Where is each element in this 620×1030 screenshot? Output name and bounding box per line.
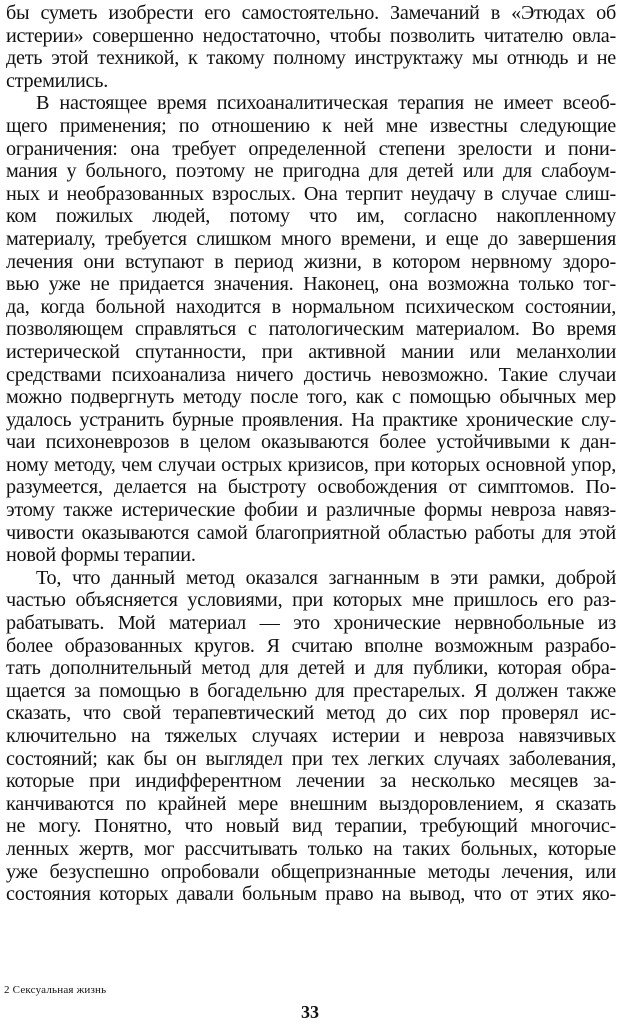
text-line: уже безуспешно опробовали общепризнанные методы лечения, или [6, 860, 616, 883]
footer-signature: 2 Сексуальная жизнь [4, 984, 107, 996]
text-line: удалось устранить бурные проявления. На практике хронические слу- [6, 408, 616, 431]
text-line: которые при индифферентном лечении за несколько месяцев за- [6, 770, 616, 793]
paragraph-start-line: То, что данный метод оказался загнанным в эти рамки, доброй [36, 566, 616, 589]
text-line: не могу. Понятно, что новый вид терапии, требующий многочис- [6, 815, 616, 838]
text-line: разумеется, делается на быстроту освобождения от симптомов. По- [6, 476, 616, 499]
text-line: материалу, требуется слишком много времени, и еще до завершения [6, 227, 616, 250]
text-line: чивости оказываются самой благоприятной областью работы для этой [6, 521, 616, 544]
text-line: частью объясняется условиями, при которых мне пришлось его раз- [6, 589, 616, 612]
text-line: стремились. [6, 69, 109, 92]
text-line: состояния которых давали больным право на вывод, что от этих яко- [6, 883, 616, 906]
text-line: истерии» совершенно недостаточно, чтобы позволить читателю овла- [6, 24, 616, 47]
text-line: ных и необразованных взрослых. Она терпит неудачу в случае слиш- [6, 182, 616, 205]
text-line: мания у больного, поэтому не пригодна для детей или для слабоум- [6, 160, 616, 183]
text-line: щается за помощью в богадельню для престарелых. Я должен также [6, 679, 616, 702]
text-line: сказать, что свой терапевтический метод до сих пор проверял ис- [6, 702, 616, 725]
body-text [6, 2, 616, 906]
text-line: щего применения; по отношению к ней мне известны следующие [6, 114, 616, 137]
text-line: средствами психоанализа ничего достичь невозможно. Такие случаи [6, 363, 616, 386]
text-line: позволяющем справляться с патологическим материалом. Во время [6, 318, 616, 341]
paragraph-start-line: В настоящее время психоаналитическая терапия не имеет всеоб- [36, 92, 616, 115]
text-line: деть этой техникой, к такому полному инструктажу мы отнюдь и не [6, 47, 616, 70]
text-line: ограничения: она требует определенной степени зрелости и пони- [6, 137, 616, 160]
page-number: 33 [301, 1002, 319, 1022]
text-line: истерической спутанности, при активной мании или меланхолии [6, 340, 616, 363]
text-line: чаи психоневрозов в целом оказываются более устойчивыми к дан- [6, 431, 616, 454]
text-line: лечения они вступают в период жизни, в котором нервному здоро- [6, 250, 616, 273]
text-line: вью уже не придается значения. Наконец, она возможна только тог- [6, 273, 616, 296]
text-line: состояний; как бы он выглядел при тех легких случаях заболевания, [6, 747, 616, 770]
text-line: ному методу, чем случаи острых кризисов, при которых основной упор, [6, 453, 616, 476]
text-line: этому также истерические фобии и различные формы невроза навяз- [6, 499, 616, 522]
text-line: ком пожилых людей, потому что им, согласно накопленному [6, 205, 616, 228]
text-line: да, когда больной находится в нормальном психическом состоянии, [6, 295, 616, 318]
text-line: рабатывать. Мой материал — это хронические нервнобольные из [6, 612, 616, 635]
text-line: канчиваются по крайней мере внешним выздоровлением, я сказать [6, 792, 616, 815]
text-line: можно подвергнуть методу после того, как с помощью обычных мер [6, 386, 616, 409]
text-line: более образованных кругов. Я считаю вполне возможным разрабо- [6, 634, 616, 657]
text-line: тать дополнительный метод для детей и для публики, которая обра- [6, 657, 616, 680]
text-line: бы суметь изобрести его самостоятельно. Замечаний в «Этюдах об [6, 2, 616, 24]
text-line: новой формы терапии. [6, 544, 196, 567]
text-line: ленных жертв, мог рассчитывать только на таких больных, которые [6, 837, 616, 860]
text-line: ключительно на тяжелых случаях истерии и невроза навязчивых [6, 725, 616, 747]
